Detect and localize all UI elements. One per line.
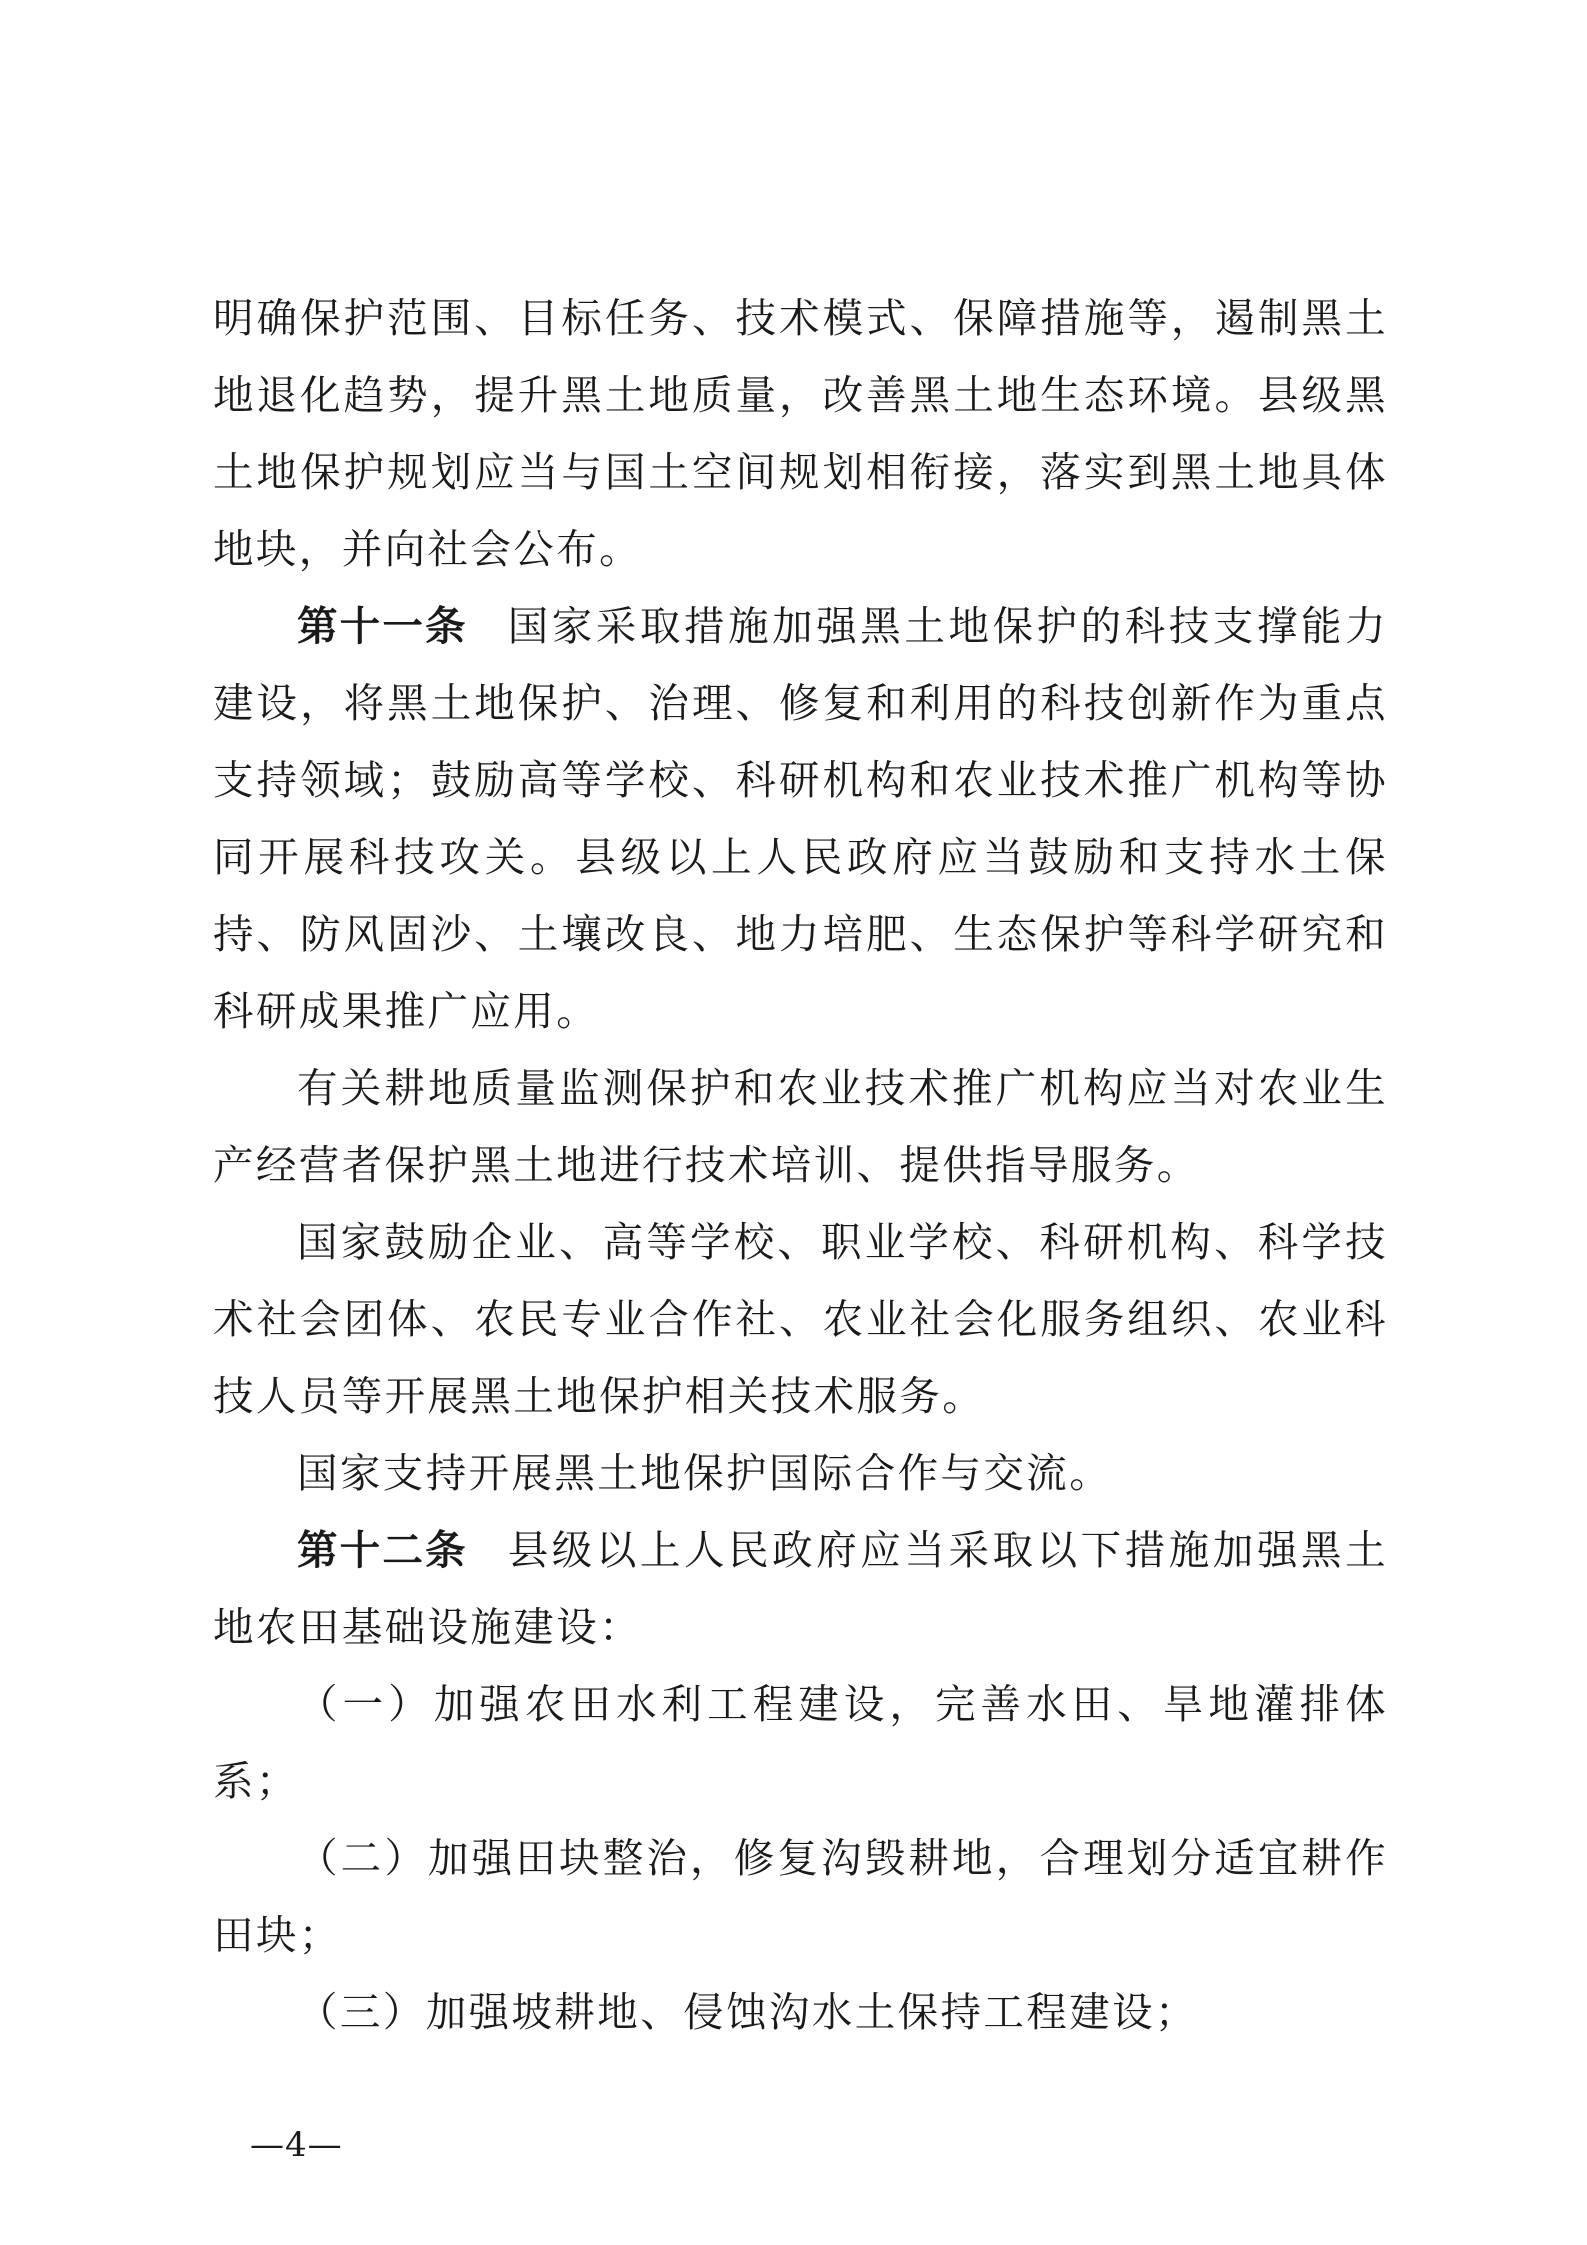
paragraph-text: 国家鼓励企业、高等学校、职业学校、科研机构、科学技术社会团体、农民专业合作社、农业社会化服务组织、农业科技人员等开展黑土地保护相关技术服务。 [213, 1218, 1388, 1420]
paragraph-text: 县级以上人民政府应当采取以下措施加强黑土地农田基础设施建设： [213, 1526, 1389, 1651]
list-item-text: （二）加强田块整治，修复沟毁耕地，合理划分适宜耕作田块； [213, 1834, 1388, 1959]
paragraph-text: 国家支持开展黑土地保护国际合作与交流。 [297, 1449, 1113, 1497]
list-item-3 [213, 1974, 1388, 2051]
article-heading: 第十二条 [297, 1526, 468, 1574]
list-item-text: （三）加强坡耕地、侵蚀沟水土保持工程建设； [297, 1988, 1198, 2036]
paragraph-1 [213, 280, 1388, 588]
list-item-text: （一）加强农田水利工程建设，完善水田、旱地灌排体系； [213, 1680, 1388, 1805]
paragraph-text: 有关耕地质量监测保护和农业技术推广机构应当对农业生产经营者保护黑土地进行技术培训、提供指导服务。 [213, 1064, 1388, 1189]
paragraph-article-12 [213, 1512, 1388, 1666]
page-number: —4— [250, 2125, 343, 2165]
list-item-1 [213, 1666, 1388, 1820]
paragraph-4 [213, 1204, 1388, 1435]
document-body [213, 280, 1388, 2051]
paragraph-text: 明确保护范围、目标任务、技术模式、保障措施等，遏制黑土地退化趋势，提升黑土地质量，改善黑土地生态环境。县级黑土地保护规划应当与国土空间规划相衔接，落实到黑土地具体地块，并向社会公布。 [213, 294, 1388, 573]
paragraph-text: 国家采取措施加强黑土地保护的科技支撑能力建设，将黑土地保护、治理、修复和利用的科技创新作为重点支持领域；鼓励高等学校、科研机构和农业技术推广机构等协同开展科技攻关。县级以上人民政府应当鼓励和支持水土保持、防风固沙、土壤改良、地力培肥、生态保护等科学研究和科研成果推广应用。 [213, 602, 1389, 1035]
list-item-2 [213, 1820, 1388, 1974]
article-heading: 第十一条 [297, 602, 468, 650]
paragraph-5 [213, 1435, 1388, 1512]
paragraph-3 [213, 1050, 1388, 1204]
paragraph-article-11 [213, 588, 1388, 1050]
